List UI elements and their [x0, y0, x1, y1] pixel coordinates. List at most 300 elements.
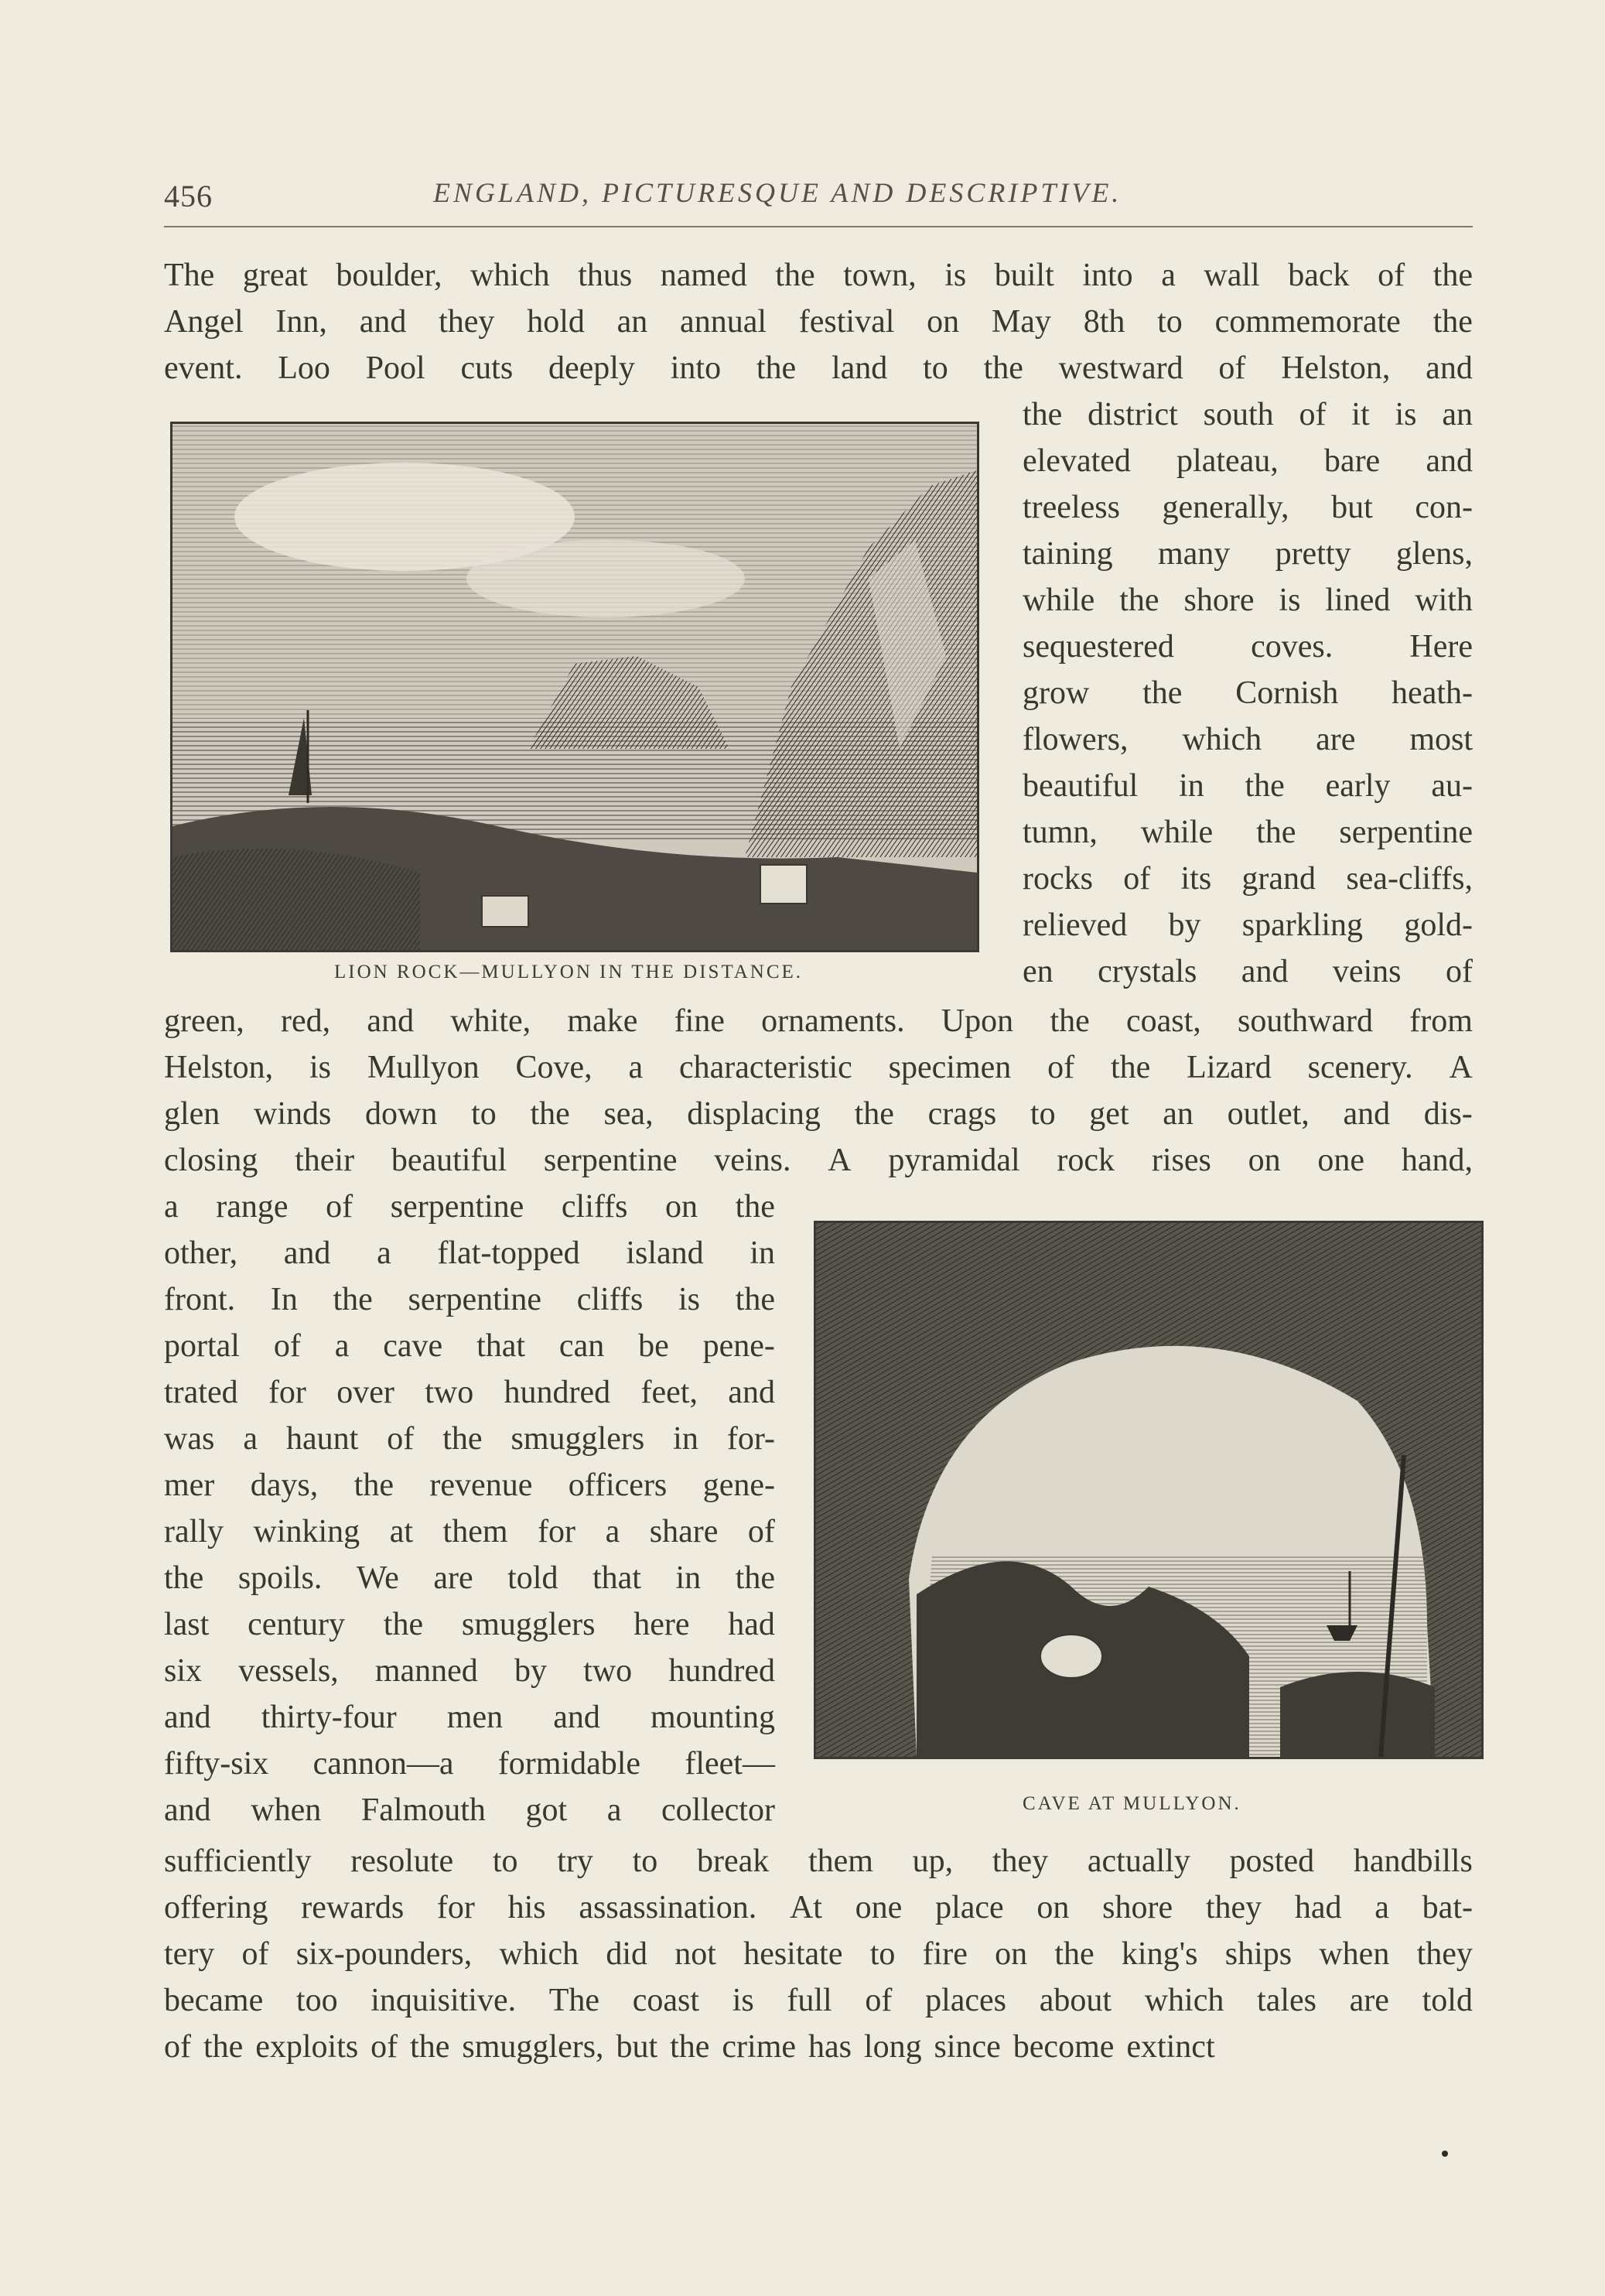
- word: commemorate: [1214, 304, 1401, 340]
- word: a: [605, 1514, 620, 1549]
- word: officers: [568, 1467, 668, 1503]
- word: that: [592, 1560, 641, 1596]
- word: men: [446, 1700, 504, 1735]
- word: are: [1316, 722, 1356, 757]
- word: flat-topped: [437, 1235, 580, 1271]
- word: Inn,: [275, 304, 327, 340]
- word: full: [787, 1983, 832, 2018]
- word: smugglers: [461, 1607, 596, 1642]
- text-line: [1023, 577, 1473, 624]
- word: con-: [1415, 490, 1473, 525]
- word: rock: [1057, 1143, 1115, 1178]
- word: red,: [281, 1003, 331, 1039]
- word: they: [1416, 1936, 1473, 1972]
- word: taining: [1023, 536, 1113, 572]
- word: of: [371, 2029, 398, 2065]
- word: trated: [164, 1375, 238, 1410]
- word: district: [1088, 397, 1178, 432]
- word: to: [1157, 304, 1183, 340]
- text-line: [164, 1323, 775, 1369]
- word: cuts: [460, 350, 514, 386]
- word: vessels,: [238, 1653, 339, 1689]
- word: of: [164, 2029, 191, 2065]
- word: au-: [1431, 768, 1473, 804]
- word: haunt: [285, 1421, 359, 1457]
- word: a: [377, 1235, 391, 1271]
- word: hold: [527, 304, 585, 340]
- word: grow: [1023, 675, 1090, 711]
- word: the: [854, 1096, 894, 1132]
- word: an: [616, 304, 648, 340]
- word: assassination.: [579, 1890, 757, 1925]
- word: crystals: [1098, 954, 1197, 989]
- text-line: [164, 1184, 775, 1230]
- word: rally: [164, 1514, 224, 1549]
- word: his: [507, 1890, 546, 1925]
- word: and: [1343, 1096, 1391, 1132]
- word: most: [1409, 722, 1473, 757]
- word: Cornish: [1235, 675, 1339, 711]
- word: resolute: [350, 1843, 454, 1879]
- word: coast,: [1126, 1003, 1201, 1039]
- word: of: [747, 1514, 775, 1549]
- word: other,: [164, 1235, 238, 1271]
- word: island: [626, 1235, 704, 1271]
- word: fire: [922, 1936, 968, 1972]
- word: mounting: [650, 1700, 775, 1735]
- word: actually: [1087, 1843, 1190, 1879]
- text-line: [1023, 438, 1473, 484]
- text-line: [164, 1508, 775, 1555]
- word: the: [1054, 1936, 1094, 1972]
- word: become: [1013, 2029, 1115, 2065]
- word: bare: [1323, 443, 1381, 479]
- word: on: [927, 304, 960, 340]
- word: en: [1023, 954, 1053, 989]
- text-line: [164, 1416, 775, 1462]
- word: place: [935, 1890, 1004, 1925]
- word: many: [1157, 536, 1231, 572]
- word: portal: [164, 1328, 240, 1364]
- word: thirty-four: [261, 1700, 397, 1735]
- cave-caption: CAVE AT MULLYON.: [1023, 1793, 1241, 1814]
- word: and: [728, 1375, 775, 1410]
- word: are: [433, 1560, 473, 1596]
- word: cliffs: [561, 1189, 628, 1225]
- word: into: [670, 350, 722, 386]
- word: but: [1331, 490, 1373, 525]
- word: of: [241, 1936, 269, 1972]
- word: Loo: [278, 350, 330, 386]
- text-line: [1023, 670, 1473, 716]
- word: the: [1111, 1050, 1151, 1085]
- word: back: [1288, 258, 1350, 293]
- word: is: [678, 1282, 700, 1317]
- word: south: [1203, 397, 1274, 432]
- word: they: [439, 304, 495, 340]
- word: for: [436, 1890, 475, 1925]
- word: and: [367, 1003, 415, 1039]
- word: spoils.: [237, 1560, 323, 1596]
- word: annual: [680, 304, 767, 340]
- word: get: [1089, 1096, 1129, 1132]
- word: one: [1317, 1143, 1365, 1178]
- word: crime: [722, 2029, 796, 2065]
- text-line: [164, 1044, 1473, 1091]
- lion-rock-engraving: [170, 422, 979, 952]
- word: is: [732, 1983, 754, 2018]
- word: six-pounders,: [295, 1936, 473, 1972]
- word: boulder,: [336, 258, 442, 293]
- text-line: [164, 1555, 775, 1601]
- word: flowers,: [1023, 722, 1129, 757]
- text-line: [164, 1694, 775, 1741]
- word: extinct: [1126, 2029, 1215, 2065]
- word: the: [756, 350, 797, 386]
- word: shore: [1102, 1890, 1173, 1925]
- word: May: [991, 304, 1051, 340]
- word: by: [514, 1653, 547, 1689]
- word: did: [606, 1936, 648, 1972]
- word: which: [1182, 722, 1262, 757]
- word: Cove,: [515, 1050, 592, 1085]
- word: is: [1279, 583, 1301, 618]
- word: characteristic: [678, 1050, 852, 1085]
- word: the: [1245, 768, 1285, 804]
- word: Falmouth: [360, 1792, 486, 1828]
- word: when: [1319, 1936, 1390, 1972]
- word: two: [583, 1653, 633, 1689]
- word: 8th: [1083, 304, 1125, 340]
- word: of: [1378, 258, 1405, 293]
- word: and: [1426, 350, 1473, 386]
- word: pene-: [702, 1328, 775, 1364]
- word: tales: [1257, 1983, 1316, 2018]
- word: to: [923, 350, 948, 386]
- word: Lizard: [1187, 1050, 1272, 1085]
- word: hand,: [1401, 1143, 1473, 1178]
- word: beautiful: [391, 1143, 507, 1178]
- word: king's: [1121, 1936, 1198, 1972]
- word: and: [164, 1792, 211, 1828]
- word: their: [295, 1143, 355, 1178]
- word: winds: [254, 1096, 332, 1132]
- text-line: [1023, 902, 1473, 948]
- text-line: [164, 299, 1473, 345]
- text-line: [1023, 391, 1473, 438]
- word: at: [389, 1514, 414, 1549]
- word: fine: [674, 1003, 725, 1039]
- word: named: [660, 258, 747, 293]
- word: the: [353, 1467, 394, 1503]
- word: the: [983, 350, 1023, 386]
- word: the: [1142, 675, 1183, 711]
- word: Helston,: [164, 1050, 274, 1085]
- word: two: [425, 1375, 474, 1410]
- word: dis-: [1423, 1096, 1473, 1132]
- word: a: [1161, 258, 1176, 293]
- word: beautiful: [1023, 768, 1139, 804]
- text-line: [164, 1462, 775, 1508]
- word: they: [992, 1843, 1049, 1879]
- word: tery: [164, 1936, 215, 1972]
- word: manned: [374, 1653, 478, 1689]
- word: built: [994, 258, 1054, 293]
- text-line: [1023, 484, 1473, 531]
- word: the: [383, 1607, 424, 1642]
- text-line: [1023, 948, 1473, 995]
- word: elevated: [1023, 443, 1131, 479]
- text-line: [164, 1741, 775, 1787]
- word: down: [365, 1096, 438, 1132]
- page-number: 456: [164, 179, 213, 214]
- word: outlet,: [1227, 1096, 1310, 1132]
- word: generally,: [1162, 490, 1289, 525]
- word: which: [1144, 1983, 1224, 2018]
- text-line: [164, 998, 1473, 1044]
- word: handbills: [1353, 1843, 1473, 1879]
- word: the: [735, 1189, 775, 1225]
- word: told: [507, 1560, 558, 1596]
- word: front.: [164, 1282, 236, 1317]
- word: gene-: [702, 1467, 775, 1503]
- word: its: [1180, 861, 1212, 897]
- word: the: [164, 1560, 204, 1596]
- word: A: [828, 1143, 852, 1178]
- word: displacing: [687, 1096, 821, 1132]
- word: At: [789, 1890, 822, 1925]
- word: sea-cliffs,: [1346, 861, 1473, 897]
- word: wall: [1204, 258, 1260, 293]
- word: the: [1050, 1003, 1090, 1039]
- word: and: [359, 304, 407, 340]
- word: hundred: [668, 1653, 775, 1689]
- text-line: [164, 1276, 775, 1323]
- word: a: [164, 1189, 179, 1225]
- word: revenue: [429, 1467, 533, 1503]
- text-line: [164, 1931, 1473, 1977]
- word: of: [1445, 954, 1473, 989]
- word: serpentine: [408, 1282, 542, 1317]
- word: town,: [843, 258, 917, 293]
- text-line: [164, 345, 1473, 391]
- word: of: [1218, 350, 1246, 386]
- word: by: [1168, 907, 1201, 943]
- cave-engraving: [814, 1221, 1484, 1759]
- word: smugglers: [511, 1421, 645, 1457]
- word: can: [558, 1328, 605, 1364]
- word: be: [638, 1328, 669, 1364]
- word: about: [1039, 1983, 1112, 2018]
- word: one: [855, 1890, 903, 1925]
- word: while: [1023, 583, 1095, 618]
- word: break: [697, 1843, 770, 1879]
- word: In: [270, 1282, 298, 1317]
- word: here: [633, 1607, 690, 1642]
- word: into: [1082, 258, 1133, 293]
- word: serpentine: [390, 1189, 524, 1225]
- word: The: [548, 1983, 600, 2018]
- word: shore: [1183, 583, 1255, 618]
- word: which: [499, 1936, 579, 1972]
- word: gold-: [1404, 907, 1473, 943]
- word: green,: [164, 1003, 244, 1039]
- text-line: [164, 1091, 1473, 1137]
- word: the: [333, 1282, 373, 1317]
- word: festival: [798, 304, 895, 340]
- word: Pool: [365, 350, 425, 386]
- word: lined: [1325, 583, 1391, 618]
- word: too: [295, 1983, 338, 2018]
- word: exploits: [255, 2029, 359, 2065]
- word: six: [164, 1653, 203, 1689]
- word: glen: [164, 1096, 220, 1132]
- word: pyramidal: [888, 1143, 1020, 1178]
- word: on: [995, 1936, 1028, 1972]
- word: for-: [726, 1421, 775, 1457]
- word: feet,: [640, 1375, 698, 1410]
- word: veins.: [714, 1143, 791, 1178]
- word: offering: [164, 1890, 268, 1925]
- text-line: [164, 2024, 1473, 2070]
- word: share: [649, 1514, 719, 1549]
- word: up,: [912, 1843, 954, 1879]
- word: a: [1374, 1890, 1389, 1925]
- word: for: [268, 1375, 306, 1410]
- word: over: [336, 1375, 394, 1410]
- word: ships: [1224, 1936, 1293, 1972]
- word: it: [1351, 397, 1370, 432]
- word: of: [387, 1421, 415, 1457]
- running-title: ENGLAND, PICTURESQUE AND DESCRIPTIVE.: [433, 177, 1122, 208]
- word: serpentine: [1339, 815, 1473, 850]
- word: A: [1449, 1050, 1473, 1085]
- word: glens,: [1395, 536, 1473, 572]
- word: them: [808, 1843, 873, 1879]
- word: in: [673, 1421, 698, 1457]
- word: of: [273, 1328, 301, 1364]
- lion-rock-caption: LION ROCK—MULLYON IN THE DISTANCE.: [334, 962, 804, 982]
- word: in: [675, 1560, 702, 1596]
- word: inquisitive.: [371, 1983, 517, 2018]
- word: plateau,: [1176, 443, 1279, 479]
- word: century: [248, 1607, 346, 1642]
- word: bat-: [1422, 1890, 1473, 1925]
- word: Here: [1409, 629, 1473, 665]
- word: for: [538, 1514, 576, 1549]
- text-line: [1023, 624, 1473, 670]
- word: they: [1205, 1890, 1262, 1925]
- word: of: [326, 1189, 353, 1225]
- text-line: [164, 1369, 775, 1416]
- word: the: [530, 1096, 570, 1132]
- word: serpentine: [543, 1143, 678, 1178]
- word: cliffs: [576, 1282, 644, 1317]
- word: days,: [250, 1467, 319, 1503]
- word: last: [164, 1607, 210, 1642]
- word: the: [1256, 815, 1296, 850]
- word: hundred: [504, 1375, 611, 1410]
- word: The: [164, 258, 215, 293]
- word: rocks: [1023, 861, 1093, 897]
- word: the: [203, 2029, 244, 2065]
- word: specimen: [888, 1050, 1012, 1085]
- word: thus: [578, 258, 633, 293]
- word: hesitate: [743, 1936, 843, 1972]
- text-line: [164, 1838, 1473, 1884]
- word: became: [164, 1983, 264, 2018]
- word: in: [750, 1235, 775, 1271]
- word: an: [1163, 1096, 1194, 1132]
- text-line: [164, 1787, 775, 1833]
- text-line: [164, 1884, 1473, 1931]
- word: that: [476, 1328, 526, 1364]
- text-line: [164, 1977, 1473, 2024]
- word: scenery.: [1307, 1050, 1413, 1085]
- word: early: [1325, 768, 1391, 804]
- word: and: [1426, 443, 1473, 479]
- word: Upon: [941, 1003, 1014, 1039]
- word: of: [865, 1983, 893, 2018]
- word: closing: [164, 1143, 258, 1178]
- word: places: [925, 1983, 1007, 2018]
- word: and: [1241, 954, 1289, 989]
- word: the: [735, 1560, 775, 1596]
- word: make: [567, 1003, 638, 1039]
- word: ornaments.: [761, 1003, 905, 1039]
- word: Angel: [164, 304, 244, 340]
- word: the: [442, 1421, 483, 1457]
- word: is: [309, 1050, 332, 1085]
- word: winking: [253, 1514, 360, 1549]
- word: land: [831, 350, 888, 386]
- text-line: [1023, 809, 1473, 856]
- word: which: [470, 258, 550, 293]
- word: to: [632, 1843, 658, 1879]
- word: an: [1442, 397, 1473, 432]
- word: of: [1047, 1050, 1075, 1085]
- word: veins: [1332, 954, 1402, 989]
- word: deeply: [548, 350, 635, 386]
- text-line: [1023, 716, 1473, 763]
- ink-speck: [1442, 2151, 1448, 2157]
- word: a: [606, 1792, 622, 1828]
- word: had: [728, 1607, 775, 1642]
- word: since: [934, 2029, 1001, 2065]
- word: fifty-six: [164, 1746, 269, 1782]
- word: on: [1036, 1890, 1070, 1925]
- word: is: [944, 258, 967, 293]
- text-line: [164, 1601, 775, 1648]
- word: a: [334, 1328, 350, 1364]
- word: them: [442, 1514, 508, 1549]
- word: mer: [164, 1467, 215, 1503]
- word: collector: [661, 1792, 775, 1828]
- word: was: [164, 1421, 215, 1457]
- word: not: [674, 1936, 716, 1972]
- text-line: [1023, 856, 1473, 902]
- word: relieved: [1023, 907, 1128, 943]
- header-rule: [164, 226, 1473, 227]
- text-line: [164, 1230, 775, 1276]
- word: event.: [164, 350, 243, 386]
- word: white,: [450, 1003, 531, 1039]
- word: told: [1422, 1983, 1473, 2018]
- word: range: [216, 1189, 289, 1225]
- text-line: [1023, 763, 1473, 809]
- word: while: [1140, 815, 1214, 850]
- word: sufficiently: [164, 1843, 312, 1879]
